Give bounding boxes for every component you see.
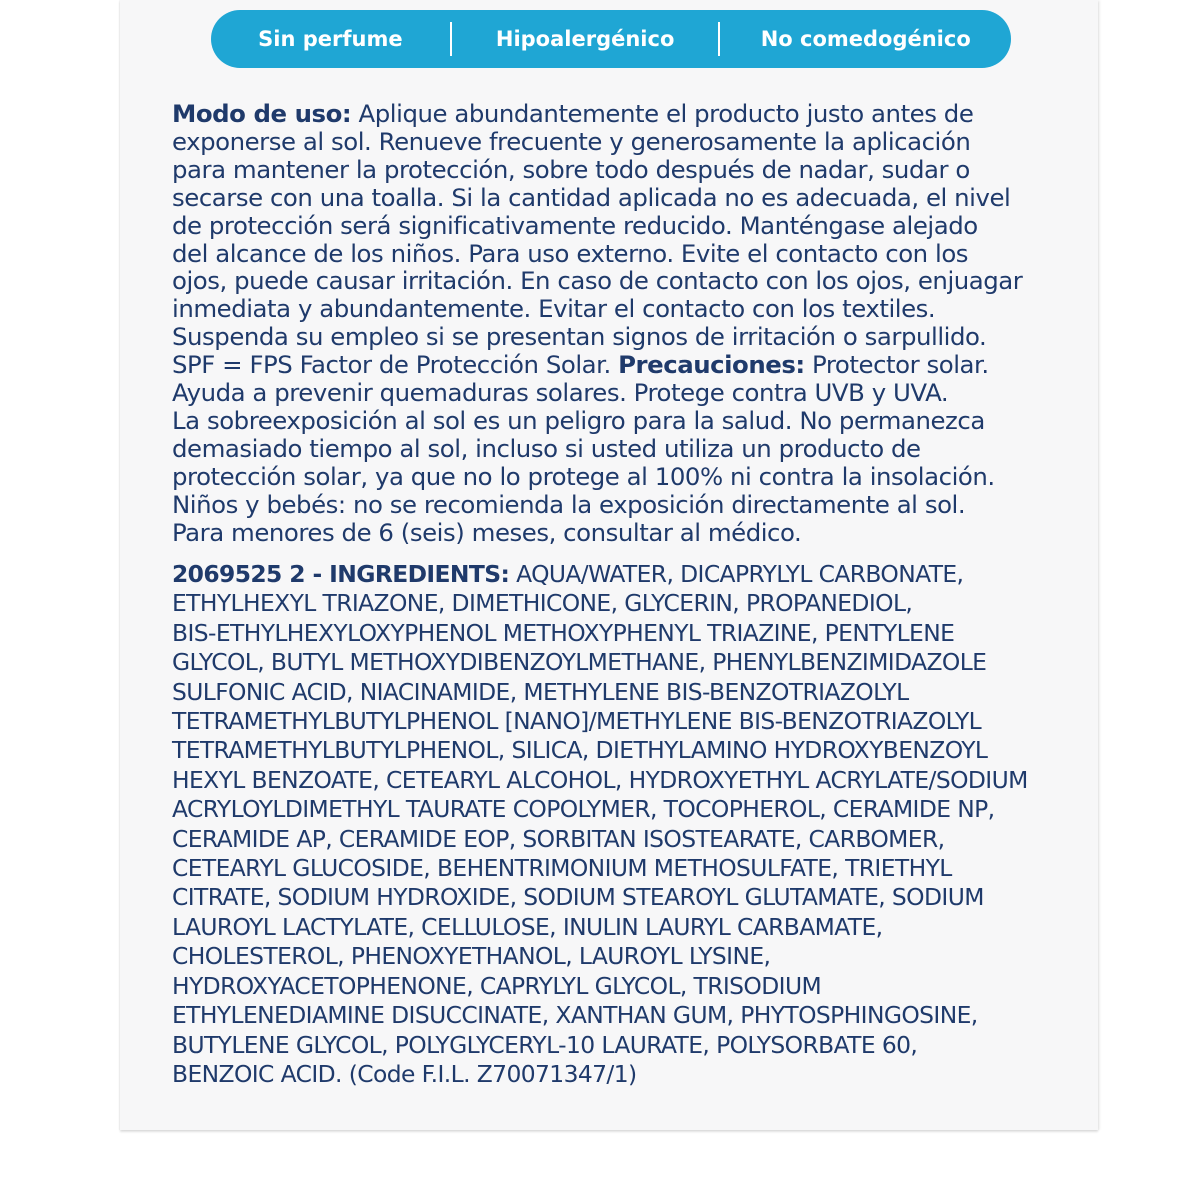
ingredients-line: BENZOIC ACID. (Code F.I.L. Z70071347/1) [172,1059,637,1088]
ingredients-line: TETRAMETHYLBUTYLPHENOL [NANO]/METHYLENE BIS-BENZOTRIAZOLYL [172,707,982,736]
ingredients-lines [172,589,1052,1089]
badge-hypoallergenic: Hipoalergénico [495,27,675,51]
precautions-label: Precauciones: [618,350,805,380]
ingredients-line: TETRAMETHYLBUTYLPHENOL, SILICA, DIETHYLAMINO HYDROXYBENZOYL [172,736,988,765]
badge-fragrance-free: Sin perfume [258,27,403,51]
ingredients-line: CITRATE, SODIUM HYDROXIDE, SODIUM STEAROYL GLUTAMATE, SODIUM [172,883,984,912]
ingredients-line: CETEARYL GLUCOSIDE, BEHENTRIMONIUM METHOSULFATE, TRIETHYL [172,854,952,883]
ingredients-line: BIS-ETHYLHEXYLOXYPHENOL METHOXYPHENYL TRIAZINE, PENTYLENE [172,618,955,647]
ingredients-line: GLYCOL, BUTYL METHOXYDIBENZOYLMETHANE, PHENYLBENZIMIDAZOLE [172,648,987,677]
ingredients-line: ETHYLENEDIAMINE DISUCCINATE, XANTHAN GUM, PHYTOSPHINGOSINE, [172,1001,978,1030]
usage-line: ojos, puede causar irritación. En caso de contacto con los ojos, enjuagar [172,266,1023,296]
ingredients-line: BUTYLENE GLYCOL, POLYGLYCERYL-10 LAURATE, POLYSORBATE 60, [172,1030,918,1059]
ingredients-line: HEXYL BENZOATE, CETEARYL ALCOHOL, HYDROXYETHYL ACRYLATE/SODIUM [172,765,1028,794]
ingredients-line: CHOLESTEROL, PHENOXYETHANOL, LAUROYL LYSINE, [172,942,771,971]
usage-line: para mantener la protección, sobre todo después de nadar, sudar o [172,154,970,184]
ingredients-line: ACRYLOYLDIMETHYL TAURATE COPOLYMER, TOCOPHEROL, CERAMIDE NP, [172,795,995,824]
ingredients-line [172,560,1052,589]
ingredients-line: LAUROYL LACTYLATE, CELLULOSE, INULIN LAURYL CARBAMATE, [172,912,883,941]
usage-label: Modo de uso: [172,99,352,128]
ingredients-label: 2069525 2 - INGREDIENTS: [172,560,510,588]
ingredients-line: CERAMIDE AP, CERAMIDE EOP, SORBITAN ISOSTEARATE, CARBOMER, [172,824,945,853]
ingredients-list [172,560,1052,1089]
usage-line: protección solar, ya que no lo protege al 100% ni contra la insolación. [172,461,995,491]
usage-lines [172,379,1052,546]
spf-text: SPF = FPS Factor de Protección Solar. [172,350,619,380]
claims-badge-bar [211,10,1011,68]
badge-non-comedogenic: No comedogénico [760,27,971,51]
usage-line: Suspenda su empleo si se presentan signos de irritación o sarpullido. [172,322,987,352]
usage-line: secarse con una toalla. Si la cantidad aplicada no es adecuada, el nivel [172,182,1011,212]
usage-line: del alcance de los niños. Para uso externo. Evite el contacto con los [172,238,969,268]
ingredients-line: ETHYLHEXYL TRIAZONE, DIMETHICONE, GLYCERIN, PROPANEDIOL, [172,589,913,618]
usage-line: Para menores de 6 (seis) meses, consultar al médico. [172,517,802,547]
usage-line [172,351,1052,379]
usage-line [172,100,1052,128]
usage-line: La sobreexposición al sol es un peligro para la salud. No permanezca [172,405,985,435]
usage-line: de protección será significativamente reducido. Manténgase alejado [172,210,978,240]
precautions-text: Protector solar. [804,350,989,380]
ingredients-line: SULFONIC ACID, NIACINAMIDE, METHYLENE BIS-BENZOTRIAZOLYL [172,677,909,706]
usage-line: demasiado tiempo al sol, incluso si usted utiliza un producto de [172,433,921,463]
ingredients-text: AQUA/WATER, DICAPRYLYL CARBONATE, [509,560,964,588]
usage-line: Ayuda a prevenir quemaduras solares. Protege contra UVB y UVA. [172,378,949,408]
usage-text: Aplique abundantemente el producto justo antes de [351,99,974,128]
usage-line: exponerse al sol. Renueve frecuente y generosamente la aplicación [172,126,971,156]
usage-lines [172,128,1052,351]
ingredients-line: HYDROXYACETOPHENONE, CAPRYLYL GLYCOL, TRISODIUM [172,971,822,1000]
usage-line: inmediata y abundantemente. Evitar el contacto con los textiles. [172,294,936,324]
usage-line: Niños y bebés: no se recomienda la exposición directamente al sol. [172,489,966,519]
usage-instructions [172,100,1052,547]
